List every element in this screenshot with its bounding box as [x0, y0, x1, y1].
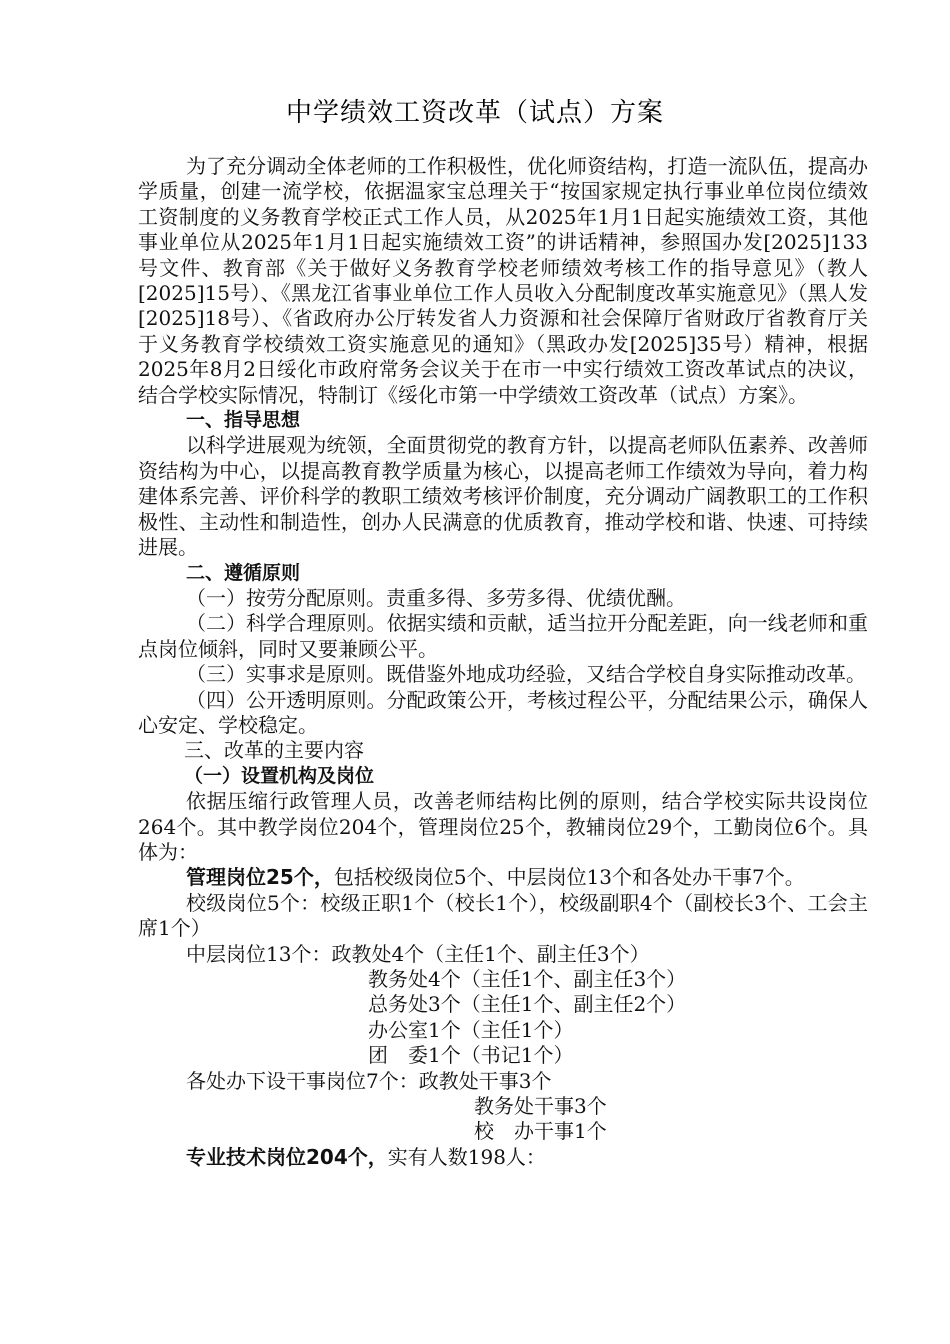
subsection-heading-positions: （一）设置机构及岗位 — [184, 764, 375, 787]
management-positions-detail: 包括校级岗位5个、中层岗位13个和各处办干事7个。 — [333, 865, 805, 890]
school-level-positions: 校级岗位5个：校级正职1个（校长1个），校级副职4个（副校长3个、工会主席1个） — [138, 890, 868, 941]
clerk-item: 政教处干事3个 — [418, 1068, 552, 1093]
principle-item: （四）公开透明原则。分配政策公开，考核过程公平，分配结果公示，确保人心安定、学校稳定。 — [138, 687, 868, 737]
principle-item: （一）按劳分配原则。责重多得、多劳多得、优绩优酬。 — [186, 585, 686, 610]
principle-item: （二）科学合理原则。依据实绩和贡献，适当拉开分配差距，向一线老师和重点岗位倾斜，同时又要兼顾公平。 — [138, 611, 868, 661]
technical-positions-line — [138, 1145, 868, 1170]
management-positions-line — [138, 865, 868, 890]
section-heading-principles: 二、遵循原则 — [186, 561, 301, 584]
document-title: 中学绩效工资改革（试点）方案 — [285, 98, 664, 128]
middle-level-label: 中层岗位13个： — [186, 941, 332, 966]
technical-positions-detail: 实有人数198人： — [387, 1144, 546, 1169]
clerk-item: 教务处干事3个 — [474, 1094, 607, 1119]
technical-positions-label: 专业技术岗位204个， — [186, 1144, 388, 1169]
section-heading-guiding: 一、指导思想 — [186, 409, 301, 432]
clerk-item: 校 办干事1个 — [474, 1119, 607, 1144]
middle-level-item: 总务处3个（主任1个、副主任2个） — [368, 992, 687, 1017]
intro-paragraph: 为了充分调动全体老师的工作积极性，优化师资结构，打造一流队伍，提高办学质量，创建一流学校，依据温家宝总理关于“按国家规定执行事业单位岗位绩效工资制度的义务教育学校正式工作人员，从2025年1月1日起实施绩效工资，其他事业单位从2025年1月1日起实施绩效工资”的讲话精神，参照国办发[2025]133号文件、教育部《关于做好义务教育学校老师绩效考核工作的指导意见》（教人[2025]15号）、《黑龙江省事业单位工作人员收入分配制度改革实施意见》（黑人发[2025]18号）、《省政府办公厅转发省人力资源和社会保障厅省财政厅省教育厅关于义务教育学校绩效工资实施意见的通知》（黑政办发[2025]35号）精神，根据2025年8月2日绥化市政府常务会议关于在市一中实行绩效工资改革试点的决议，结合学校实际情况，特制订《绥化市第一中学绩效工资改革（试点）方案》。 — [138, 154, 868, 407]
document-body — [138, 154, 868, 1170]
middle-level-item: 办公室1个（主任1个） — [368, 1017, 574, 1042]
positions-paragraph: 依据压缩行政管理人员，改善老师结构比例的原则，结合学校实际共设岗位264个。其中教学岗位204个，管理岗位25个，教辅岗位29个，工勤岗位6个。具体为： — [138, 789, 868, 864]
middle-level-line — [138, 942, 868, 967]
principle-item: （三）实事求是原则。既借鉴外地成功经验，又结合学校自身实际推动改革。 — [186, 662, 866, 687]
middle-level-item: 教务处4个（主任1个、副主任3个） — [368, 967, 687, 991]
section-heading-reform: 三、改革的主要内容 — [184, 738, 364, 763]
clerk-line — [138, 1069, 868, 1094]
middle-level-item: 政教处4个（主任1个、副主任3个） — [331, 941, 650, 966]
middle-level-item: 团 委1个（书记1个） — [368, 1043, 574, 1068]
management-positions-label: 管理岗位25个， — [186, 865, 334, 890]
clerk-label: 各处办下设干事岗位7个： — [186, 1068, 419, 1093]
guiding-paragraph: 以科学进展观为统领，全面贯彻党的教育方针，以提高老师队伍素养、改善师资结构为中心，以提高教育教学质量为核心，以提高老师工作绩效为导向，着力构建体系完善、评价科学的教职工绩效考核评价制度，充分调动广阔教职工的工作积极性、主动性和制造性，创办人民满意的优质教育，推动学校和谐、快速、可持续进展。 — [138, 433, 868, 560]
